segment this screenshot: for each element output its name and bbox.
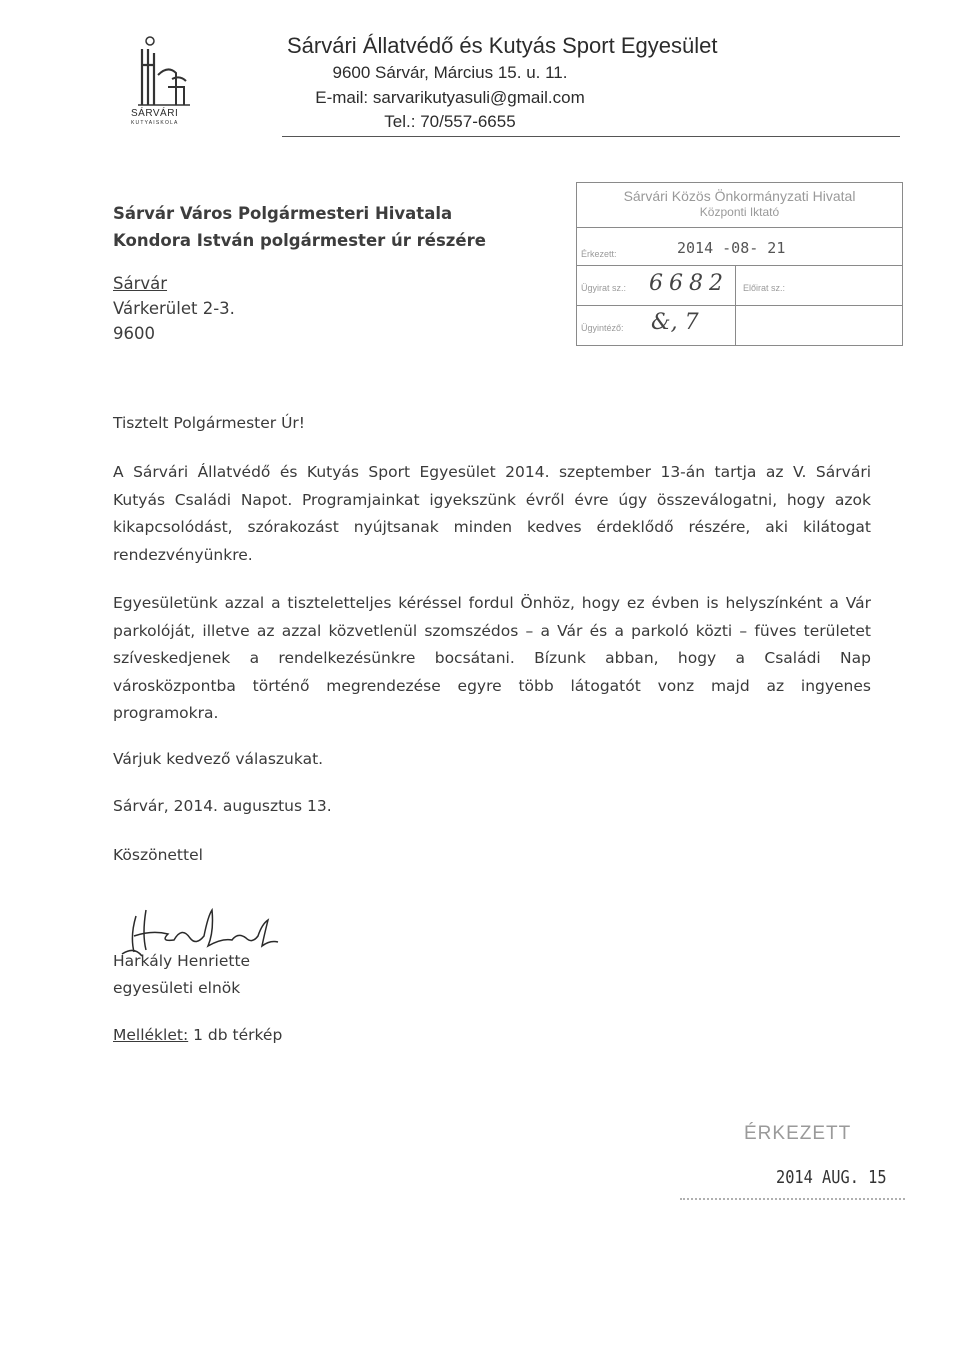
- paragraph-2-line: városközpontba történő megrendezése egyre több látogatót vonz majd az ingyenes: [113, 676, 871, 695]
- paragraph-1-line: kikapcsolódást, szórakozást nyújtsanak minden kedves érdeklődő részére, aki kilátogat: [113, 518, 871, 536]
- signer-name: Harkály Henriette: [113, 952, 251, 970]
- salutation: Tisztelt Polgármester Úr!: [113, 414, 306, 432]
- organization-name: Sárvári Állatvédő és Kutyás Sport Egyesület: [287, 33, 718, 58]
- signer-title: egyesületi elnök: [113, 979, 241, 997]
- paragraph-1: [113, 459, 871, 569]
- received-date: 2014 -08- 21: [677, 239, 786, 257]
- paragraph-1-line: rendezvényünkre.: [113, 545, 253, 564]
- registry-stamp-title: Sárvári Közös Önkormányzati Hivatal: [623, 188, 856, 204]
- paragraph-2: [113, 590, 871, 728]
- handler-label: Ügyintéző:: [581, 323, 624, 333]
- logo-name: SÁRVÁRI: [131, 108, 179, 119]
- recipient-street: Várkerület 2-3.: [113, 299, 235, 318]
- received-label: Érkezett:: [581, 249, 617, 259]
- logo-subtitle: KUTYAISKOLA: [131, 120, 179, 126]
- recipient-person: Kondora István polgármester úr részére: [113, 231, 486, 250]
- paragraph-2-line: parkolóját, illetve az azzal közvetlenül szomszédos – a Vár és a parkoló közti – füves területet: [113, 621, 871, 640]
- handler-value: &, 7: [651, 310, 699, 335]
- letterhead-divider: [282, 136, 900, 137]
- arrival-stamp-word: ÉRKEZETT: [744, 1123, 852, 1144]
- organization-phone: Tel.: 70/557-6655: [384, 112, 516, 131]
- arrival-stamp-date: 2014 AUG. 15: [776, 1167, 887, 1188]
- paragraph-2-line: programokra.: [113, 704, 219, 722]
- recipient-zip: 9600: [113, 324, 155, 343]
- file-number-value: 6682: [649, 271, 729, 296]
- arrival-stamp-dots: [680, 1198, 905, 1200]
- registry-stamp-subtitle: Központi Iktató: [699, 205, 780, 219]
- paragraph-2-line: szíveskedjenek a rendelkezésünkre bocsátani. Bízunk abban, hogy a Családi Nap: [113, 649, 871, 667]
- registry-stamp: [576, 182, 903, 346]
- organization-email: E-mail: sarvarikutyasuli@gmail.com: [315, 88, 585, 107]
- recipient-city: Sárvár: [113, 274, 168, 293]
- organization-address: 9600 Sárvár, Március 15. u. 11.: [332, 63, 568, 82]
- recipient-office: Sárvár Város Polgármesteri Hivatala: [113, 204, 453, 223]
- previous-document-label: Előirat sz.:: [743, 283, 786, 293]
- paragraph-1-line: Kutyás Családi Napot. Programjainkat igyekszünk évről évre úgy összeválogatni, hogy azok: [113, 490, 871, 509]
- thanks: Köszönettel: [113, 846, 203, 864]
- file-number-label: Ügyirat sz.:: [581, 283, 627, 293]
- attachment: [113, 1026, 282, 1044]
- paragraph-1-line: A Sárvári Állatvédő és Kutyás Sport Egyesület 2014. szeptember 13-án tartja az V. Sárvári: [113, 463, 871, 481]
- closing-line: Várjuk kedvező válaszukat.: [113, 750, 324, 768]
- attachment-value: 1 db térkép: [188, 1026, 283, 1044]
- attachment-label: Melléklet:: [113, 1026, 189, 1044]
- paragraph-2-line: Egyesületünk azzal a tiszteletteljes kéréssel fordul Önhöz, hogy ez évben is helyszínként a Vár: [113, 594, 871, 612]
- place-and-date: Sárvár, 2014. augusztus 13.: [113, 797, 332, 815]
